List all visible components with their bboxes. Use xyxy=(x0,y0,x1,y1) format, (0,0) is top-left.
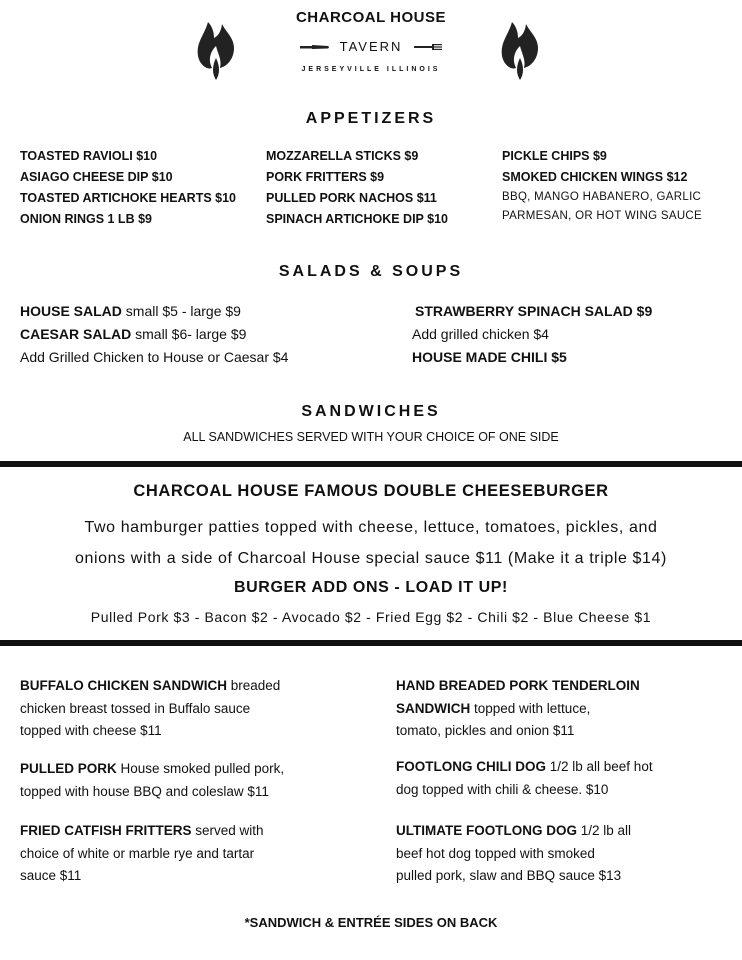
sandwich-item-ultimate-dog: ULTIMATE FOOTLONG DOG 1/2 lb all beef hot dog topped with smoked pulled pork, slaw and BBQ sauce $13 xyxy=(396,823,632,883)
burger-description: Two hamburger patties topped with cheese, lettuce, tomatoes, pickles, and onions with a side of Charcoal House special sauce $11 (Make it a triple $14) xyxy=(75,519,667,567)
appetizers-col-1 xyxy=(20,146,236,230)
restaurant-name: CHARCOAL HOUSE xyxy=(295,9,447,26)
sandwich-item-pork-tenderloin: HAND BREADED PORK TENDERLOIN SANDWICH topped with lettuce, tomato, pickles and onion $11 xyxy=(396,678,640,738)
salads-col-right xyxy=(412,300,652,369)
menu-item: MOZZARELLA STICKS $9 xyxy=(266,149,419,163)
tavern-subtitle: TAVERN xyxy=(339,39,403,54)
menu-item: CAESAR SALAD small $6- large $9 xyxy=(20,326,247,342)
wing-sauce-note: PARMESAN, OR HOT WING SAUCE xyxy=(502,210,703,222)
appetizers-col-2 xyxy=(266,146,448,230)
sandwich-item-pulled-pork: PULLED PORK House smoked pulled pork, topped with house BBQ and coleslaw $11 xyxy=(20,761,285,799)
menu-item: ASIAGO CHEESE DIP $10 xyxy=(20,170,173,184)
menu-item: PULLED PORK NACHOS $11 xyxy=(266,191,437,205)
sandwich-item-chili-dog: FOOTLONG CHILI DOG 1/2 lb all beef hot dog topped with chili & cheese. $10 xyxy=(396,759,653,797)
divider xyxy=(0,461,742,467)
addons-list: Pulled Pork $3 - Bacon $2 - Avocado $2 - Fried Egg $2 - Chili $2 - Blue Cheese $1 xyxy=(90,609,652,625)
menu-item: ONION RINGS 1 LB $9 xyxy=(20,212,152,226)
menu-item: TOASTED RAVIOLI $10 xyxy=(20,149,158,163)
sandwich-item-buffalo: BUFFALO CHICKEN SANDWICH breaded chicken breast tossed in Buffalo sauce topped with cheese $11 xyxy=(20,678,281,738)
salads-col-left xyxy=(20,300,288,369)
footer-note: *SANDWICH & ENTRÉE SIDES ON BACK xyxy=(244,915,498,930)
appetizers-col-3 xyxy=(502,146,702,226)
location: JERSEYVILLE ILLINOIS xyxy=(301,66,441,73)
appetizers-heading: APPETIZERS xyxy=(305,110,437,127)
menu-addon: Add grilled chicken $4 xyxy=(412,326,549,342)
wing-sauce-note: BBQ, MANGO HABANERO, GARLIC xyxy=(502,191,702,203)
sandwiches-heading: SANDWICHES xyxy=(301,403,441,420)
menu-item: PORK FRITTERS $9 xyxy=(266,170,385,184)
fork-icon xyxy=(414,43,444,51)
menu-item: PICKLE CHIPS $9 xyxy=(502,149,607,163)
addons-title: BURGER ADD ONS - LOAD IT UP! xyxy=(234,579,508,596)
menu-item: TOASTED ARTICHOKE HEARTS $10 xyxy=(20,191,237,205)
menu-item: STRAWBERRY SPINACH SALAD $9 xyxy=(415,303,653,319)
sandwiches-note: ALL SANDWICHES SERVED WITH YOUR CHOICE OF ONE SIDE xyxy=(183,430,559,444)
menu-item: HOUSE SALAD small $5 - large $9 xyxy=(20,303,241,319)
sandwich-item-catfish: FRIED CATFISH FRITTERS served with choice of white or marble rye and tartar sauce $11 xyxy=(20,823,264,883)
menu-item: SPINACH ARTICHOKE DIP $10 xyxy=(266,212,448,226)
menu-addon: Add Grilled Chicken to House or Caesar $4 xyxy=(20,349,289,365)
divider xyxy=(0,640,742,646)
menu-item: HOUSE MADE CHILI $5 xyxy=(412,349,567,365)
menu-item: SMOKED CHICKEN WINGS $12 xyxy=(502,170,688,184)
tavern-subtitle-row xyxy=(290,38,452,56)
burger-title: CHARCOAL HOUSE FAMOUS DOUBLE CHEESEBURGER xyxy=(133,482,609,500)
salads-heading: SALADS & SOUPS xyxy=(278,263,464,280)
